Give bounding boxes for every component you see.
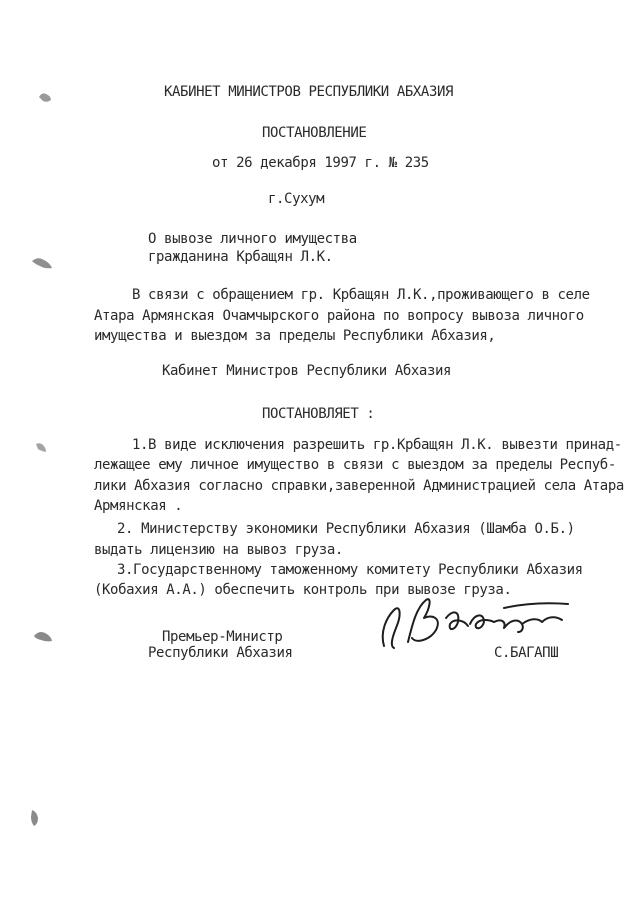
- organization-name: КАБИНЕТ МИНИСТРОВ РЕСПУБЛИКИ АБХАЗИЯ: [164, 84, 454, 100]
- preamble-line-2: Атара Армянская Очамчырского района по вопросу вывоза личного: [94, 308, 584, 324]
- item-1-line-3: лики Абхазия согласно справки,заверенной Администрацией села Атара: [94, 478, 624, 494]
- handwritten-signature: [372, 588, 582, 658]
- item-3-line-1: 3.Государственному таможенному комитету Республики Абхазия: [117, 562, 583, 578]
- preamble-line-1: В связи с обращением гр. Крбащян Л.К.,проживающего в селе: [132, 287, 590, 303]
- subject-line-1: О вывозе личного имущества: [148, 231, 357, 247]
- scan-speck: [30, 255, 54, 271]
- item-1-line-2: лежащее ему личное имущество в связи с выездом за пределы Респуб-: [94, 457, 616, 473]
- scan-speck: [32, 628, 54, 644]
- scan-speck: [28, 808, 42, 828]
- resolves-heading: ПОСТАНОВЛЯЕТ :: [262, 406, 375, 422]
- document-type: ПОСТАНОВЛЕНИЕ: [262, 125, 367, 141]
- document-date-number: от 26 декабря 1997 г. № 235: [212, 155, 429, 171]
- scan-speck: [36, 90, 54, 104]
- city-line: г.Сухум: [268, 191, 325, 207]
- item-2-line-2: выдать лицензию на вывоз груза.: [94, 542, 343, 558]
- item-2-line-1: 2. Министерству экономики Республики Абхазия (Шамба О.Б.): [117, 521, 575, 537]
- scan-speck: [33, 440, 49, 454]
- cabinet-line: Кабинет Министров Республики Абхазия: [162, 363, 452, 379]
- signatory-name: С.БАГАПШ: [494, 645, 559, 661]
- preamble-line-3: имущества и выездом за пределы Республики Абхазия,: [94, 328, 496, 344]
- signatory-title-line-2: Республики Абхазия: [148, 645, 293, 661]
- item-1-line-1: 1.В виде исключения разрешить гр.Крбащян Л.К. вывезти принад-: [132, 437, 622, 453]
- subject-line-2: гражданина Крбащян Л.К.: [148, 249, 333, 265]
- item-1-line-4: Армянская .: [94, 498, 183, 514]
- signatory-title-line-1: Премьер-Министр: [162, 629, 283, 645]
- item-3-line-2: (Кобахия А.А.) обеспечить контроль при вывозе груза.: [94, 582, 512, 598]
